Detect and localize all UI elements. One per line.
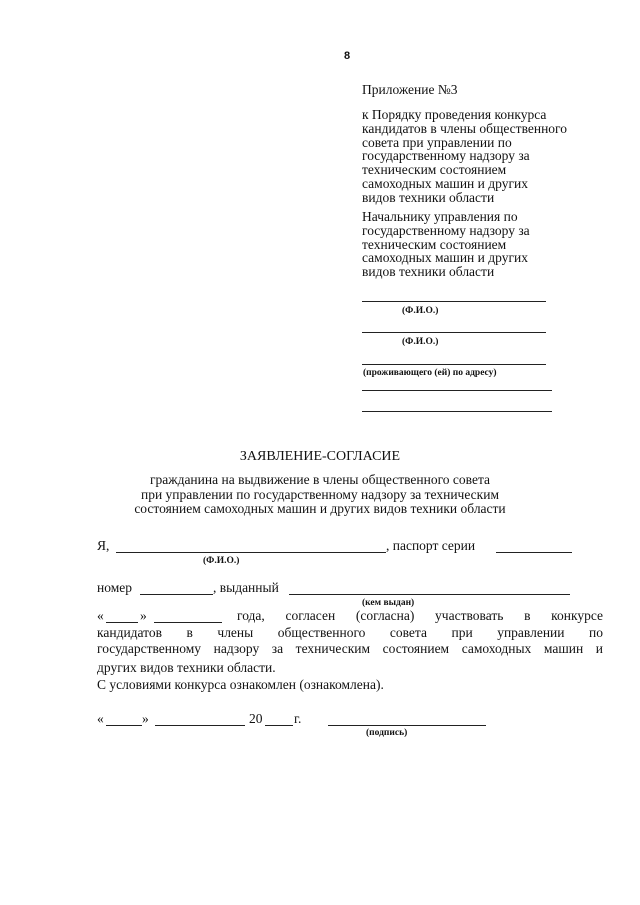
day-line[interactable] [106,622,138,623]
date-year-prefix: 20 [249,711,263,726]
appendix-line: совета при управлении по [362,134,512,150]
appendix-line: видов техники области [362,189,495,205]
document-subheading [0,473,640,517]
consent-body-line: государственному надзору за техническим состоянием самоходных машин и [97,641,603,656]
addressee-line: техническим состоянием [362,236,507,252]
page-number: 8 [344,50,351,62]
appendix-line: к Порядку проведения конкурса [362,107,547,122]
subheading-line: состоянием самоходных машин и других видов техники области [134,501,506,516]
date-month-line[interactable] [155,725,245,726]
subheading-line: гражданина на выдвижение в члены общественного совета [149,472,491,487]
subheading-line: при управлении по государственному надзору за техническим [140,486,499,502]
address-label: (проживающего (ей) по адресу) [363,368,497,378]
addressee-line: видов техники области [362,264,495,280]
date-quote-close: » [142,711,149,726]
consent-last-line: других видов техники области. [97,660,276,675]
ya-label: Я, [97,538,110,553]
address-line-2[interactable] [362,390,552,391]
fio-line-2[interactable] [362,332,546,333]
addressee-line: самоходных машин и других [362,250,528,266]
appendix-line: государственному надзору за [362,148,530,164]
issued-label: , выданный [213,580,279,595]
passport-number-label: номер [97,580,133,595]
document-heading: ЗАЯВЛЕНИЕ-СОГЛАСИЕ [239,449,401,464]
address-line-3[interactable] [362,411,552,412]
address-line-1[interactable] [362,364,546,365]
fio-line-1[interactable] [362,301,546,302]
consent-body-line: кандидатов в члены общественного совета при управлении по [97,625,603,640]
issued-by-label: (кем выдан) [362,598,415,608]
signature-label: (подпись) [366,728,408,738]
fio-label-2: (Ф.И.О.) [402,337,439,347]
quote-open: « [97,608,104,623]
appendix-line: техническим состоянием [362,162,507,178]
passport-number-line[interactable] [140,594,213,595]
addressee [362,210,612,279]
applicant-name-line[interactable] [116,552,386,553]
date-year-suffix: г. [294,711,302,726]
appendix-text [362,108,612,205]
date-year-line[interactable] [265,725,293,726]
passport-series-line[interactable] [496,552,572,553]
month-line[interactable] [154,622,222,623]
applicant-fio-label: (Ф.И.О.) [203,556,240,566]
fio-label-1: (Ф.И.О.) [402,306,439,316]
date-quote-open: « [97,711,104,726]
appendix-line: самоходных машин и других [362,175,528,191]
addressee-line: Начальнику управления по [362,209,518,224]
quote-close: » [140,608,147,623]
issued-by-line[interactable] [289,594,570,595]
appendix-title: Приложение №3 [362,82,458,97]
appendix-line: кандидатов в члены общественного [362,120,568,136]
addressee-line: государственному надзору за [362,222,530,238]
signature-line[interactable] [328,725,486,726]
consent-text-first: года, согласен (согласна) участвовать в конкурсе [237,608,603,623]
passport-series-label: , паспорт серии [386,538,476,553]
conditions-text: С условиями конкурса ознакомлен (ознакомлена). [97,677,384,692]
date-day-line[interactable] [106,725,142,726]
